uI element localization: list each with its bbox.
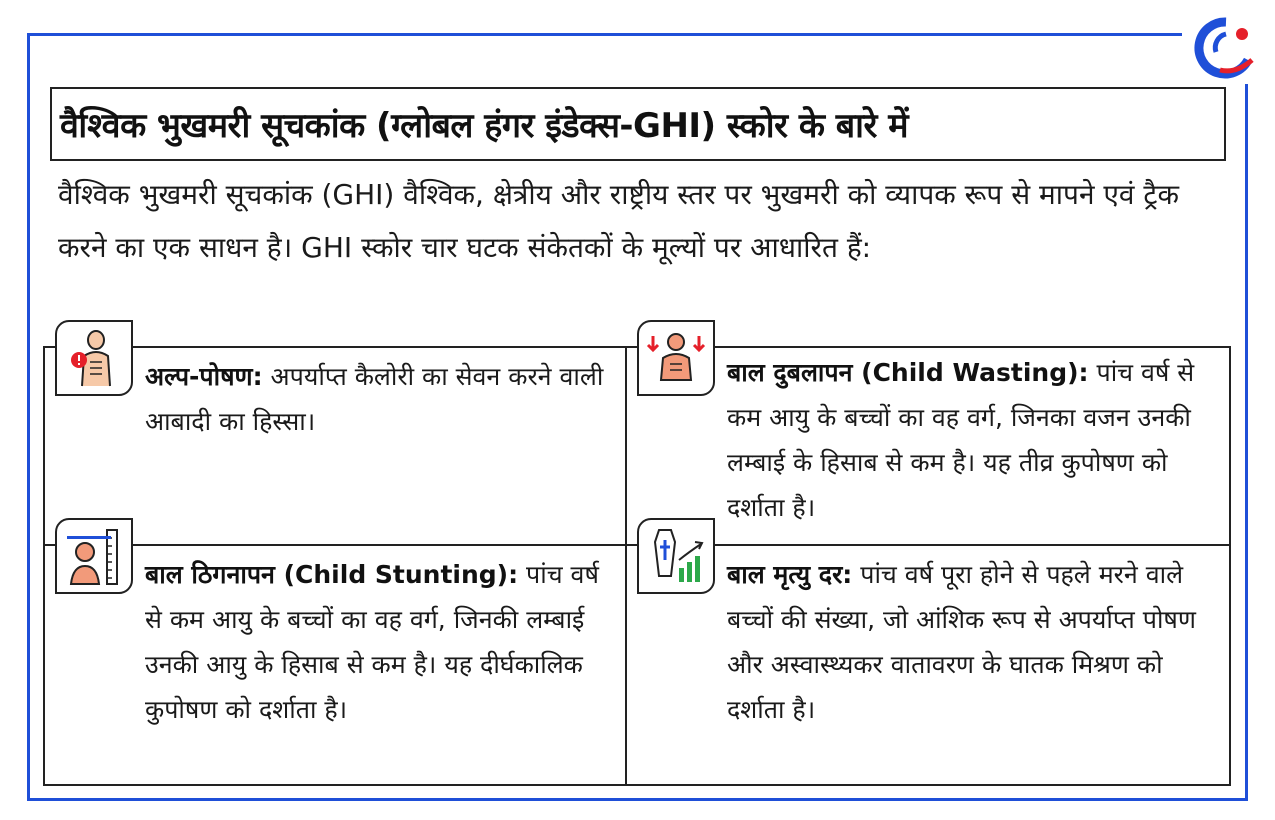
height-measure-icon [55, 518, 133, 594]
indicator-child-wasting [727, 350, 1217, 530]
weight-loss-icon [637, 320, 715, 396]
grid-divider-vertical [625, 346, 627, 786]
indicator-undernourishment [145, 354, 615, 444]
indicator-desc: पांच वर्ष से कम आयु के बच्चों का वह वर्ग, जिनका वजन उनकी लम्बाई के हिसाब से कम है। यह तीव्र कुपोषण को दर्शाता है। [727, 358, 1195, 522]
indicator-desc: अपर्याप्त कैलोरी का सेवन करने वाली आबादी का हिस्सा। [145, 362, 604, 436]
coffin-chart-icon [637, 518, 715, 594]
indicator-term: बाल ठिगनापन (Child Stunting): [145, 560, 519, 589]
indicator-child-stunting [145, 552, 615, 732]
indicator-term: अल्प-पोषण: [145, 362, 263, 391]
page-title: वैश्विक भुखमरी सूचकांक (ग्लोबल हंगर इंडेक्स-GHI) स्कोर के बारे में [60, 106, 909, 146]
indicator-term: बाल दुबलापन (Child Wasting): [727, 358, 1089, 387]
indicator-term: बाल मृत्यु दर: [727, 560, 853, 589]
indicator-child-mortality [727, 552, 1217, 732]
indicator-desc: पांच वर्ष पूरा होने से पहले मरने वाले बच्चों की संख्या, जो आंशिक रूप से अपर्याप्त पोषण और अस्वास्थ्यकर वातावरण के घातक मिश्रण को दर्शाता है। [727, 560, 1196, 724]
undernourished-body-icon [55, 320, 133, 396]
indicator-desc: पांच वर्ष से कम आयु के बच्चों का वह वर्ग, जिनकी लम्बाई उनकी आयु के हिसाब से कम है। यह दीर्घकालिक कुपोषण को दर्शाता है। [145, 560, 599, 724]
intro-paragraph: वैश्विक भुखमरी सूचकांक (GHI) वैश्विक, क्षेत्रीय और राष्ट्रीय स्तर पर भुखमरी को व्यापक रूप से मापने एवं ट्रैक करने का एक साधन है। GHI स्कोर चार घटक संकेतकों के मूल्यों पर आधारित हैं: [58, 178, 1179, 264]
title-box [50, 87, 1226, 161]
brand-logo [1182, 12, 1262, 84]
